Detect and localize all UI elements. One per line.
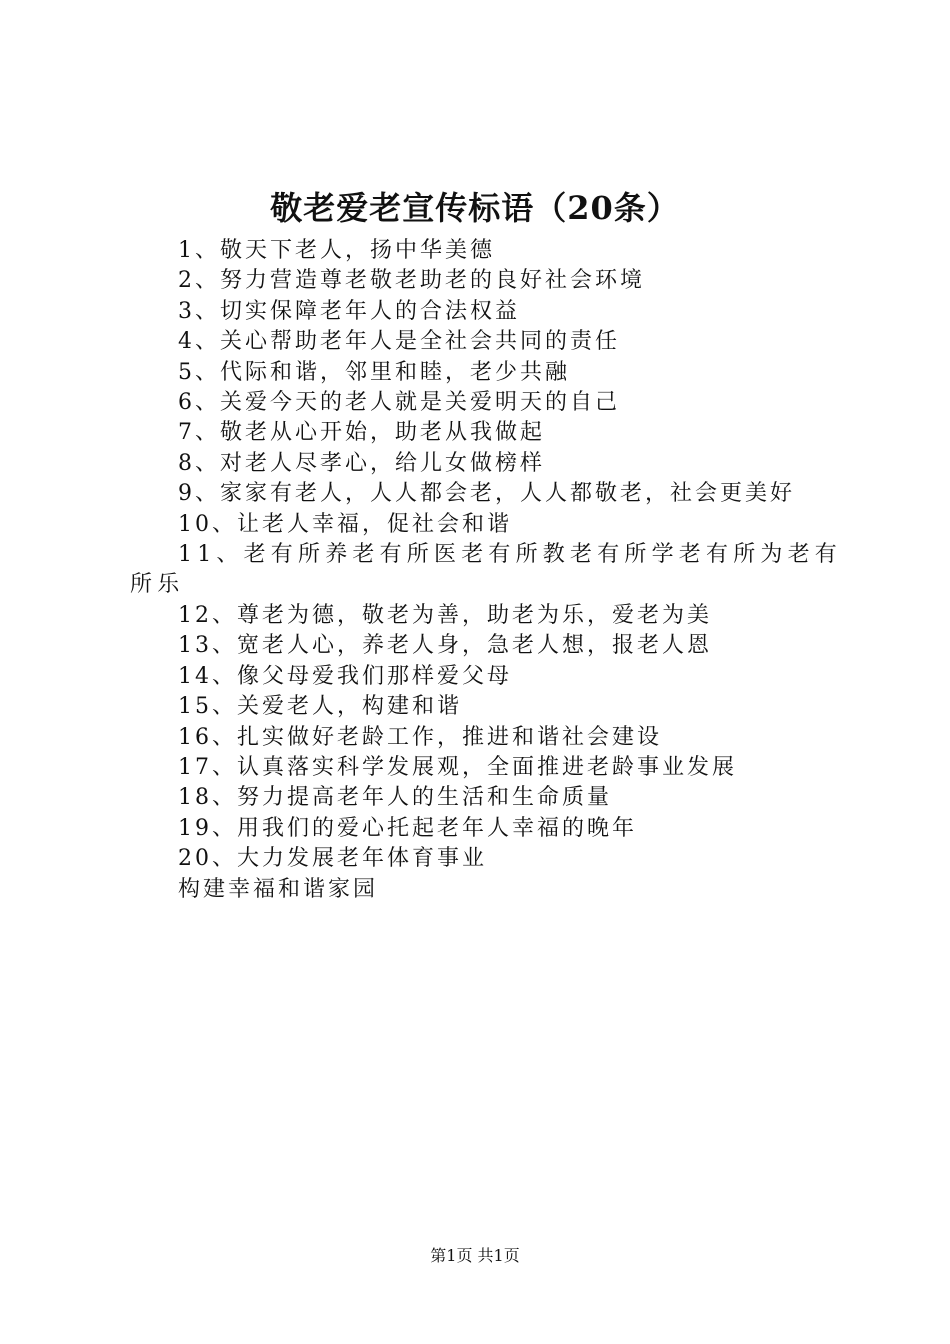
slogan-item: 16、扎实做好老龄工作，推进和谐社会建设 — [178, 724, 662, 750]
slogan-item: 9、家家有老人，人人都会老，人人都敬老，社会更美好 — [178, 481, 795, 507]
slogan-item: 13、宽老人心，养老人身，急老人想，报老人恩 — [178, 633, 712, 659]
slogan-item: 2、努力营造尊老敬老助老的良好社会环境 — [178, 268, 645, 294]
slogan-item: 6、关爱今天的老人就是关爱明天的自己 — [178, 390, 620, 416]
slogan-item: 8、对老人尽孝心，给儿女做榜样 — [178, 450, 545, 476]
slogan-item: 11、老有所养老有所医老有所教老有所学老有所为老有所乐 — [130, 542, 842, 598]
slogan-item: 4、关心帮助老年人是全社会共同的责任 — [178, 329, 620, 355]
slogan-item: 5、代际和谐，邻里和睦，老少共融 — [178, 359, 570, 385]
slogan-item: 17、认真落实科学发展观，全面推进老龄事业发展 — [178, 754, 737, 780]
slogan-item: 14、像父母爱我们那样爱父母 — [178, 663, 512, 689]
slogan-item: 15、关爱老人，构建和谐 — [178, 694, 462, 720]
slogan-item: 18、努力提高老年人的生活和生命质量 — [178, 785, 612, 811]
page-number: 第1页 共1页 — [430, 1246, 520, 1265]
slogan-item: 7、敬老从心开始，助老从我做起 — [178, 420, 545, 446]
slogan-item: 1、敬天下老人，扬中华美德 — [178, 238, 495, 263]
slogan-list — [130, 236, 850, 905]
closing-line: 构建幸福和谐家园 — [178, 876, 379, 902]
slogan-item: 3、切实保障老年人的合法权益 — [178, 298, 520, 324]
slogan-item: 19、用我们的爱心托起老年人幸福的晚年 — [178, 815, 637, 841]
slogan-item: 20、大力发展老年体育事业 — [178, 846, 487, 872]
document-title: 敬老爱老宣传标语（20条） — [270, 189, 680, 227]
slogan-item: 12、尊老为德，敬老为善，助老为乐，爱老为美 — [178, 602, 712, 628]
slogan-item: 10、让老人幸福，促社会和谐 — [178, 511, 512, 537]
